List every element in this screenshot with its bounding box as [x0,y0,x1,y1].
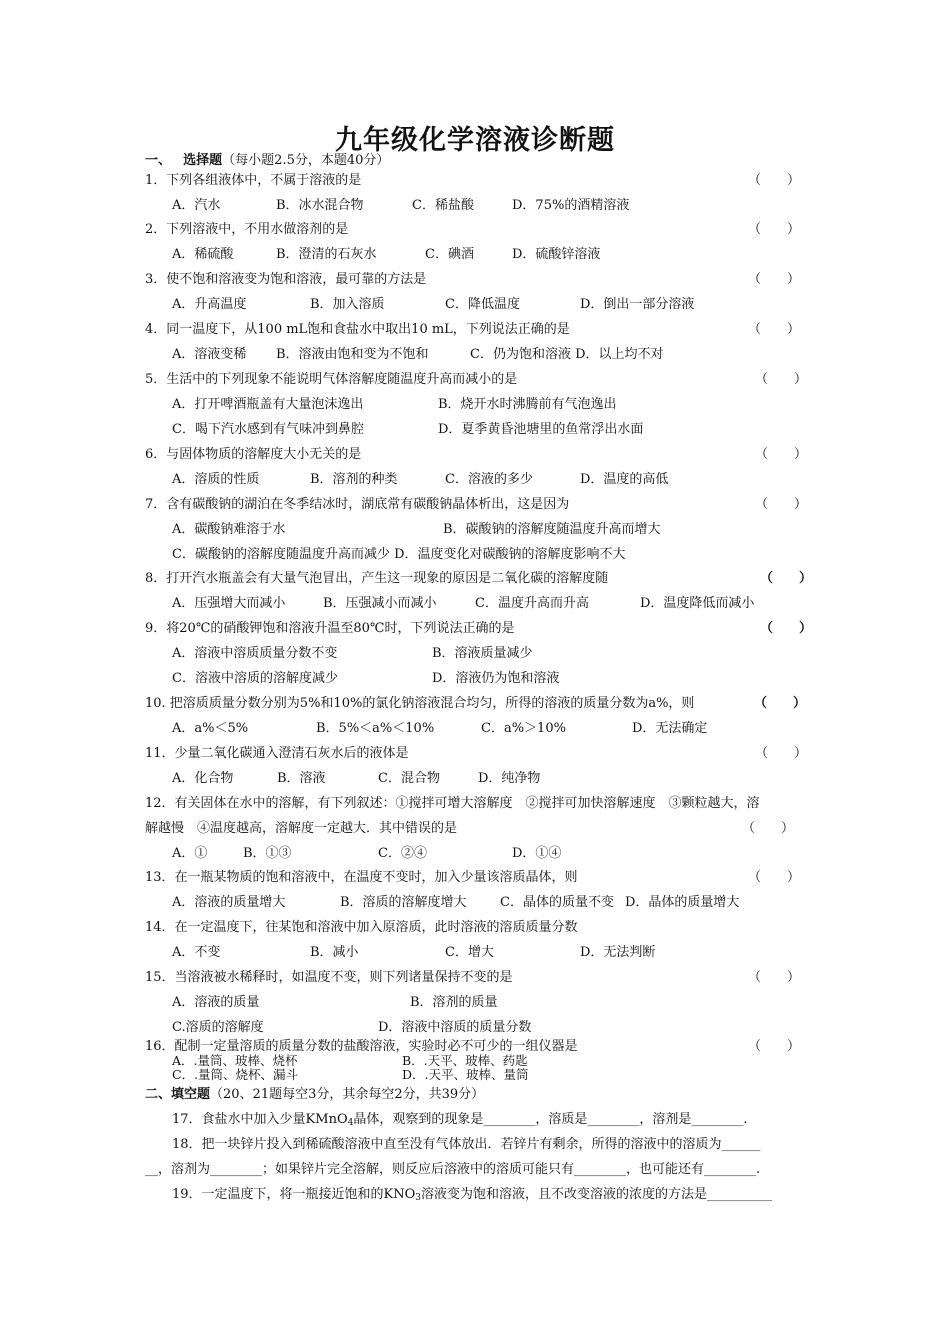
answer-bracket[interactable]: （ ） [748,970,801,985]
option-c: C．混合物 [378,771,440,786]
subscript: 3 [415,1193,422,1203]
option-a: A．溶液的质量 [172,995,260,1010]
answer-bracket[interactable]: （ ） [748,222,801,237]
question-7-stem: 7．含有碳酸钠的湖泊在冬季结冰时，湖底常有碳酸钠晶体析出，这是因为 [145,497,570,512]
option-b: B．溶剂的质量 [410,995,498,1010]
option-cd: C．碳酸钠的溶解度随温度升高而减少 D．温度变化对碳酸钠的溶解度影响不大 [172,547,626,562]
option-d: D．①④ [512,846,562,861]
question-17-text-continued: 晶体，观察到的现象是________，溶质是________，溶剂是________. [353,1112,748,1127]
option-c: C．稀盐酸 [412,198,474,213]
option-d: D．无法确定 [632,721,708,736]
option-b: B．溶液由饱和变为不饱和 [276,347,429,362]
option-c: C．溶液中溶质的溶解度减少 [172,671,338,686]
option-c: C．②④ [378,846,427,861]
section-two-name: 二、填空题 [145,1087,211,1102]
question-19-text: 19．一定温度下，将一瓶接近饱和的KNO [172,1187,416,1202]
answer-bracket[interactable]: （ ） [760,571,813,586]
option-d: D．晶体的质量增大 [625,895,740,910]
option-c: C．喝下汽水感到有气味冲到鼻腔 [172,422,364,437]
question-12-stem: 12．有关固体在水中的溶解，有下列叙述：①搅拌可增大溶解度 ②搅拌可加快溶解速度 ③颗粒越大，溶 [145,796,760,811]
section-one-header [145,152,389,169]
option-d: D．75%的酒精溶液 [512,198,630,213]
option-d: D．温度降低而减小 [640,596,755,611]
option-b: B．冰水混合物 [276,198,364,213]
question-3-stem: 3．使不饱和溶液变为饱和溶液，最可靠的方法是 [145,272,427,287]
option-cd: C．仍为饱和溶液 D．以上均不对 [470,347,664,362]
option-c: C．碘酒 [425,247,474,262]
answer-bracket[interactable]: （ ） [755,497,808,512]
question-9-stem: 9．将20℃的硝酸钾饱和溶液升温至80℃时，下列说法正确的是 [145,621,515,636]
option-c: C．溶液的多少 [445,472,533,487]
option-b: B．溶液质量减少 [432,646,533,661]
option-d: D．.天平、玻棒、量筒 [402,1067,529,1082]
answer-bracket[interactable]: （ ） [742,821,795,836]
option-a: A．不变 [172,945,221,960]
section-two-header [145,1086,484,1103]
question-10-stem: 10. 把溶质质量分数分别为5%和10%的氯化钠溶液混合均匀，所得的溶液的质量分数为a%，则 [145,696,695,711]
option-a: A．压强增大而减小 [172,596,286,611]
answer-bracket[interactable]: （ ） [755,447,808,462]
option-a: A．碳酸钠难溶于水 [172,522,286,537]
option-b: B．减小 [310,945,359,960]
option-b: B．溶液 [277,771,326,786]
option-b: B．溶剂的种类 [310,472,398,487]
answer-bracket[interactable]: （ ） [748,1039,801,1054]
question-15-stem: 15．当溶液被水稀释时，如温度不变，则下列诸量保持不变的是 [145,970,513,985]
option-c: C．温度升高而升高 [475,596,589,611]
option-a: A．打开啤酒瓶盖有大量泡沫逸出 [172,397,364,412]
option-a: A．a%＜5% [172,721,249,736]
section-one-number: 一、 [145,153,172,168]
option-d: D．纯净物 [478,771,541,786]
option-a: A．① [172,846,208,861]
answer-bracket[interactable]: （ ） [748,322,801,337]
answer-bracket[interactable]: （ ） [748,272,801,287]
option-c: C．a%＞10% [481,721,566,736]
question-18-continued: __，溶剂为________；如果锌片完全溶解，则反应后溶液中的溶质可能只有________，也可能还有________. [145,1162,761,1177]
question-11-stem: 11．少量二氧化碳通入澄清石灰水后的液体是 [145,746,409,761]
question-18: 18．把一块锌片投入到稀硫酸溶液中直至没有气体放出．若锌片有剩余，所得的溶液中的溶质为______ [172,1137,761,1152]
answer-bracket[interactable]: （ ） [748,870,801,885]
option-c: C．降低温度 [445,297,520,312]
answer-bracket[interactable]: （ ） [755,372,808,387]
section-one-name: 选择题 [183,153,223,168]
question-1-stem: 1．下列各组液体中，不属于溶液的是 [145,173,362,188]
option-b: B．①③ [243,846,292,861]
option-a: A．汽水 [172,198,221,213]
option-d: D．夏季黄昏池塘里的鱼常浮出水面 [438,422,644,437]
option-d: D．硫酸锌溶液 [512,247,601,262]
option-a: A．溶液的质量增大 [172,895,286,910]
subscript: 4 [347,1118,354,1128]
option-d: D．溶液中溶质的质量分数 [378,1020,532,1035]
option-a: A．溶液中溶质质量分数不变 [172,646,338,661]
answer-bracket[interactable]: （ ） [760,621,813,636]
option-b: B．烧开水时沸腾前有气泡逸出 [438,397,617,412]
option-b: B．澄清的石灰水 [276,247,377,262]
question-19 [172,1186,772,1203]
option-d: D．温度的高低 [580,472,669,487]
question-6-stem: 6．与固体物质的溶解度大小无关的是 [145,447,362,462]
option-b: B．加入溶质 [310,297,385,312]
option-b: B．压强减小而减小 [323,596,437,611]
option-a: A．溶质的性质 [172,472,260,487]
answer-bracket[interactable]: （ ） [754,696,807,711]
option-b: B．.天平、玻棒、药匙 [402,1053,528,1068]
question-17-text: 17．食盐水中加入少量KMnO [172,1112,348,1127]
question-14-stem: 14．在一定温度下，往某饱和溶液中加入原溶质，此时溶液的溶质质量分数 [145,920,578,935]
option-b: B．5%＜a%＜10% [316,721,435,736]
option-a: A．稀硫酸 [172,247,234,262]
question-8-stem: 8．打开汽水瓶盖会有大量气泡冒出，产生这一现象的原因是二氧化碳的溶解度随 [145,571,609,586]
option-a: A．升高温度 [172,297,247,312]
option-a: A．溶液变稀 [172,347,247,362]
section-one-note: （每小题2.5分，本题40分） [222,153,390,168]
question-4-stem: 4．同一温度下，从100 mL饱和食盐水中取出10 mL，下列说法正确的是 [145,322,570,337]
question-5-stem: 5．生活中的下列现象不能说明气体溶解度随温度升高而减小的是 [145,372,518,387]
option-b: B．碳酸钠的溶解度随温度升高而增大 [443,522,661,537]
question-19-text-continued: 溶液变为饱和溶液，且不改变溶液的浓度的方法是__________ [421,1187,773,1202]
option-d: D．倒出一部分溶液 [580,297,695,312]
question-16-stem: 16．配制一定量溶质的质量分数的盐酸溶液，实验时必不可少的一组仪器是 [145,1039,578,1054]
answer-bracket[interactable]: （ ） [755,746,808,761]
section-two-note: （20、21题每空3分，其余每空2分，共39分） [210,1087,485,1102]
page-title: 九年级化学溶液诊断题 [335,125,615,156]
option-a: A．化合物 [172,771,234,786]
option-c: C．.量筒、烧杯、漏斗 [172,1067,299,1082]
question-17 [172,1111,747,1128]
option-c: C.溶质的溶解度 [172,1020,264,1035]
option-c: C．晶体的质量不变 [500,895,614,910]
option-d: D．溶液仍为饱和溶液 [432,671,560,686]
question-13-stem: 13．在一瓶某物质的饱和溶液中，在温度不变时，加入少量该溶质晶体，则 [145,870,578,885]
question-12-stem-continued: 解越慢 ④温度越高，溶解度一定越大．其中错误的是 [145,821,458,836]
question-2-stem: 2．下列溶液中，不用水做溶剂的是 [145,222,349,237]
option-a: A．.量筒、玻棒、烧杯 [172,1053,298,1068]
option-c: C．增大 [445,945,494,960]
answer-bracket[interactable]: （ ） [748,173,801,188]
option-d: D．无法判断 [580,945,656,960]
option-b: B．溶质的溶解度增大 [340,895,467,910]
